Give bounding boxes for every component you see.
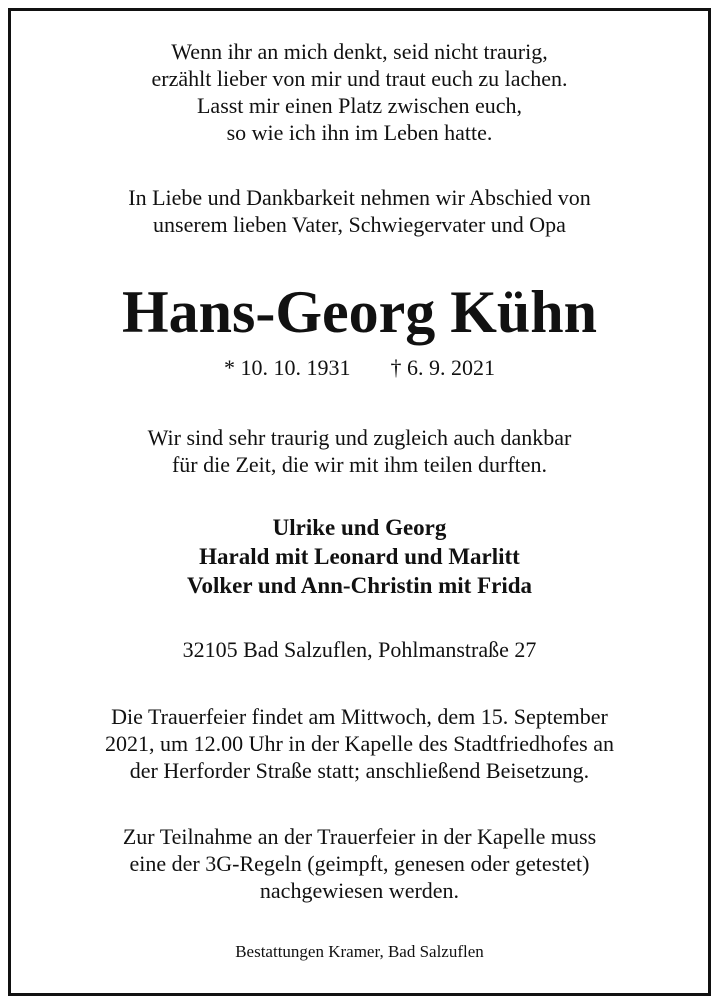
poem-line: Wenn ihr an mich denkt, seid nicht traurig, xyxy=(171,39,548,64)
deceased-name: Hans-Georg Kühn xyxy=(121,279,598,345)
family-line: Harald mit Leonard und Marlitt xyxy=(199,544,520,569)
family-names xyxy=(0,513,719,600)
birth-date: * 10. 10. 1931 xyxy=(224,355,351,380)
family-line: Volker und Ann-Christin mit Frida xyxy=(186,573,533,598)
farewell-intro xyxy=(0,184,719,238)
intro-line: In Liebe und Dankbarkeit nehmen wir Abschied von xyxy=(128,185,591,210)
memorial-poem xyxy=(0,38,719,146)
covid-notice xyxy=(0,823,719,904)
notice-line: eine der 3G-Regeln (geimpft, genesen oder getestet) xyxy=(129,851,590,876)
ceremony-line: 2021, um 12.00 Uhr in der Kapelle des Stadtfriedhofes an xyxy=(105,731,614,756)
grief-statement xyxy=(0,424,719,478)
life-dates xyxy=(0,354,719,381)
notice-line: Zur Teilnahme an der Trauerfeier in der Kapelle muss xyxy=(122,824,597,849)
mourning-address: 32105 Bad Salzuflen, Pohlmanstraße 27 xyxy=(182,637,537,662)
poem-line: erzählt lieber von mir und traut euch zu lachen. xyxy=(151,66,568,91)
ceremony-line: Die Trauerfeier findet am Mittwoch, dem 15. September xyxy=(111,704,608,729)
notice-line: nachgewiesen werden. xyxy=(259,878,460,903)
funeral-home: Bestattungen Kramer, Bad Salzuflen xyxy=(235,942,484,961)
poem-line: Lasst mir einen Platz zwischen euch, xyxy=(196,93,522,118)
death-date: † 6. 9. 2021 xyxy=(390,355,495,380)
intro-line: unserem lieben Vater, Schwiegervater und Opa xyxy=(153,212,566,237)
family-line: Ulrike und Georg xyxy=(272,515,447,540)
grief-line: Wir sind sehr traurig und zugleich auch dankbar xyxy=(147,425,572,450)
grief-line: für die Zeit, die wir mit ihm teilen durften. xyxy=(171,452,548,477)
funeral-details xyxy=(0,703,719,784)
poem-line: so wie ich ihn im Leben hatte. xyxy=(226,120,493,145)
ceremony-line: der Herforder Straße statt; anschließend Beisetzung. xyxy=(129,758,590,783)
